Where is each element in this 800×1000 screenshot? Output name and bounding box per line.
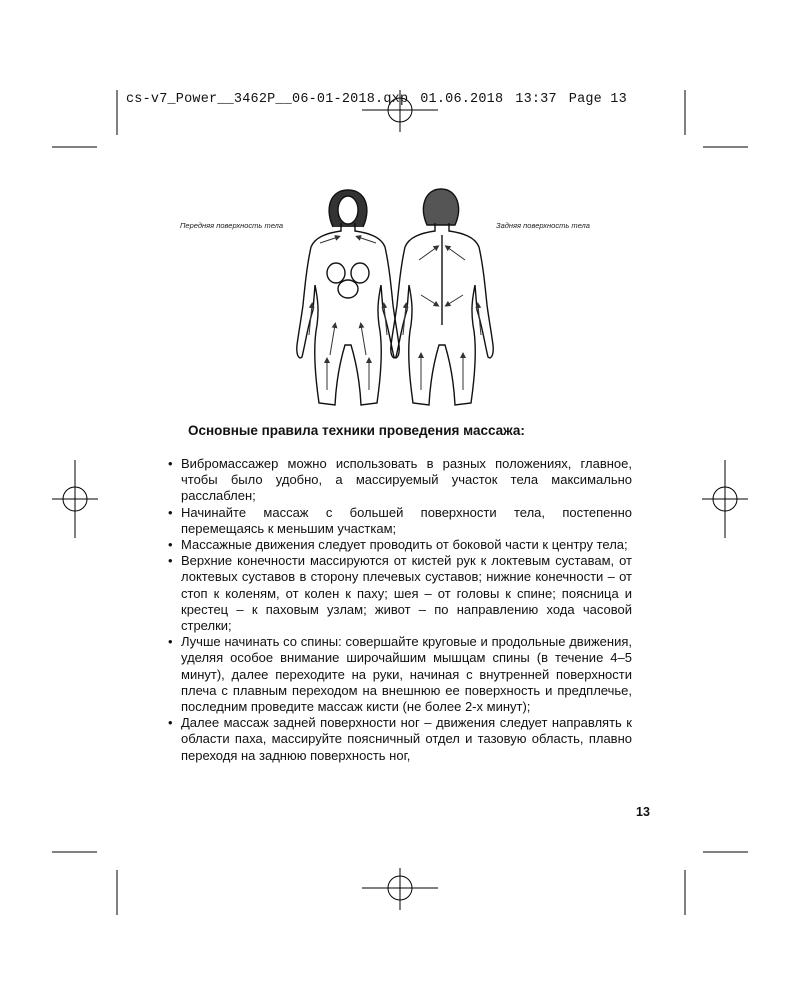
massage-direction-figure: [175, 185, 615, 415]
page-number: 13: [636, 805, 650, 819]
slug-filename: cs-v7_Power__3462P__06-01-2018.qxp: [126, 92, 409, 107]
back-body-outline: [391, 189, 493, 405]
registration-mark-bottom: [362, 868, 438, 910]
section-title: Основные правила техники проведения массажа:: [188, 423, 525, 438]
front-body-outline: [297, 190, 399, 405]
list-item: • Вибромассажер можно использовать в разных положениях, главное, чтобы было удобно, а массируемый участок тела максимально расслаблен;: [168, 456, 632, 505]
list-item: • Далее массаж задней поверхности ног – движения следует направлять к области паха, массируйте поясничный отдел и тазовую область, плавно переходя на заднюю поверхность ног,: [168, 715, 632, 764]
registration-mark-right: [702, 460, 748, 538]
back-body-caption: Задняя поверхность тела: [496, 221, 590, 230]
front-body-caption: Передняя поверхность тела: [180, 221, 284, 230]
massage-rules-list: [168, 456, 632, 764]
front-massage-arrows: [309, 237, 387, 390]
list-item: • Начинайте массаж с большей поверхности тела, постепенно перемещаясь к меньшим участкам;: [168, 505, 632, 537]
list-item: • Верхние конечности массируются от кистей рук к локтевым суставам, от локтевых суставов в сторону плечевых суставов; нижние конечности – от стоп к коленям, от колен к паху; шея – от головы к спине; поясница и крестец – к паховым узлам; живот – по направлению хода часовой стрелки;: [168, 553, 632, 634]
list-item: • Массажные движения следует проводить от боковой части к центру тела;: [168, 537, 632, 553]
list-item: • Лучше начинать со спины: совершайте круговые и продольные движения, уделяя особое внимание широчайшим мышцам спины (в течение 4–5 минут), далее переходите на руки, начиная с внутренней поверхности плеча с плавным переходом на внешнюю ее поверхность и предплечье, последним проведите массаж кисти (не более 2-х минут);: [168, 634, 632, 715]
registration-mark-left: [52, 460, 98, 538]
slug-time: 13:37: [515, 92, 557, 107]
slug-date: 01.06.2018: [420, 92, 504, 107]
print-slug-line: [126, 92, 706, 107]
slug-page: Page 13: [568, 92, 627, 107]
